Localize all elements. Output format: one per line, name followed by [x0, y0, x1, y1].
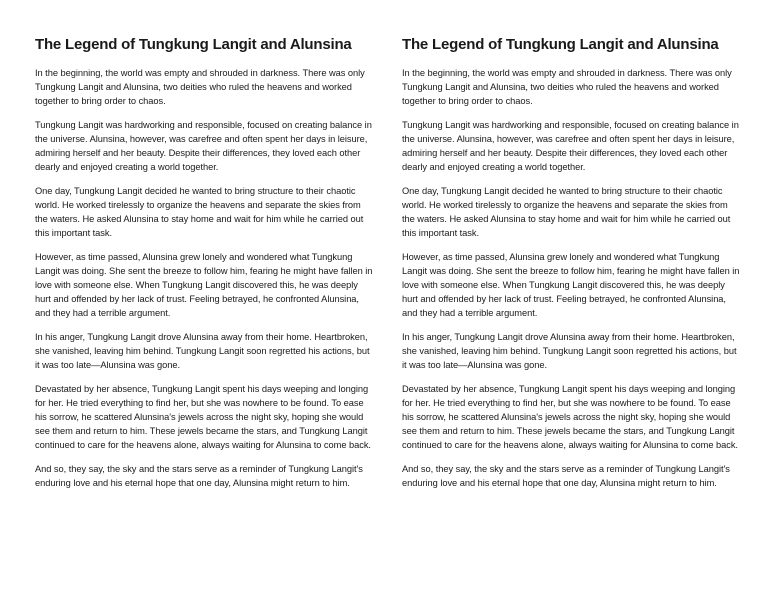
story-paragraph: Tungkung Langit was hardworking and responsible, focused on creating balance in the universe. Alunsina, however, was carefree and often spent her days in leisure, admiring herself and her beauty. Despite their differences, they loved each other dearly and enjoyed creating a world together.	[402, 120, 739, 172]
story-paragraph: However, as time passed, Alunsina grew lonely and wondered what Tungkung Langit was doing. She sent the breeze to follow him, fearing he might have fallen in love with someone else. When Tungkung Langit discovered this, he was deeply hurt and offended by her lack of trust. Feeling betrayed, he confronted Alunsina, and they had a terrible argument.	[402, 252, 740, 318]
story-paragraph: One day, Tungkung Langit decided he wanted to bring structure to their chaotic world. He worked tirelessly to organize the heavens and separate the skies from the waters. He asked Alunsina to stay home and wait for him while he carried out this important task.	[35, 186, 364, 238]
story-title: The Legend of Tungkung Langit and Alunsina	[402, 36, 719, 53]
right-page	[402, 35, 742, 500]
story-paragraph: One day, Tungkung Langit decided he wanted to bring structure to their chaotic world. He worked tirelessly to organize the heavens and separate the skies from the waters. He asked Alunsina to stay home and wait for him while he carried out this important task.	[402, 186, 731, 238]
story-paragraph: Devastated by her absence, Tungkung Langit spent his days weeping and longing for her. He tried everything to find her, but she was nowhere to be found. To ease his sorrow, he scattered Alunsina's jewels across the night sky, hoping she would see them and return to him. These jewels became the stars, and Tungkung Langit continued to care for the heavens alone, always waiting for Alunsina to come back.	[402, 384, 738, 450]
story-title: The Legend of Tungkung Langit and Alunsina	[35, 36, 352, 53]
left-page	[35, 35, 375, 500]
story-paragraph: Devastated by her absence, Tungkung Langit spent his days weeping and longing for her. He tried everything to find her, but she was nowhere to be found. To ease his sorrow, he scattered Alunsina's jewels across the night sky, hoping she would see them and return to him. These jewels became the stars, and Tungkung Langit continued to care for the heavens alone, always waiting for Alunsina to come back.	[35, 384, 371, 450]
story-paragraph: In the beginning, the world was empty and shrouded in darkness. There was only Tungkung Langit and Alunsina, two deities who ruled the heavens and worked together to bring order to chaos.	[402, 68, 732, 106]
story-paragraph: However, as time passed, Alunsina grew lonely and wondered what Tungkung Langit was doing. She sent the breeze to follow him, fearing he might have fallen in love with someone else. When Tungkung Langit discovered this, he was deeply hurt and offended by her lack of trust. Feeling betrayed, he confronted Alunsina, and they had a terrible argument.	[35, 252, 373, 318]
story-paragraph: In his anger, Tungkung Langit drove Alunsina away from their home. Heartbroken, she vanished, leaving him behind. Tungkung Langit soon regretted his actions, but it was too late—Alunsina was gone.	[35, 332, 370, 370]
story-paragraph: And so, they say, the sky and the stars serve as a reminder of Tungkung Langit's enduring love and his eternal hope that one day, Alunsina might return to him.	[402, 464, 730, 488]
story-paragraph: Tungkung Langit was hardworking and responsible, focused on creating balance in the universe. Alunsina, however, was carefree and often spent her days in leisure, admiring herself and her beauty. Despite their differences, they loved each other dearly and enjoyed creating a world together.	[35, 120, 372, 172]
story-paragraph: And so, they say, the sky and the stars serve as a reminder of Tungkung Langit's enduring love and his eternal hope that one day, Alunsina might return to him.	[35, 464, 363, 488]
story-paragraph: In his anger, Tungkung Langit drove Alunsina away from their home. Heartbroken, she vanished, leaving him behind. Tungkung Langit soon regretted his actions, but it was too late—Alunsina was gone.	[402, 332, 737, 370]
story-paragraph: In the beginning, the world was empty and shrouded in darkness. There was only Tungkung Langit and Alunsina, two deities who ruled the heavens and worked together to bring order to chaos.	[35, 68, 365, 106]
